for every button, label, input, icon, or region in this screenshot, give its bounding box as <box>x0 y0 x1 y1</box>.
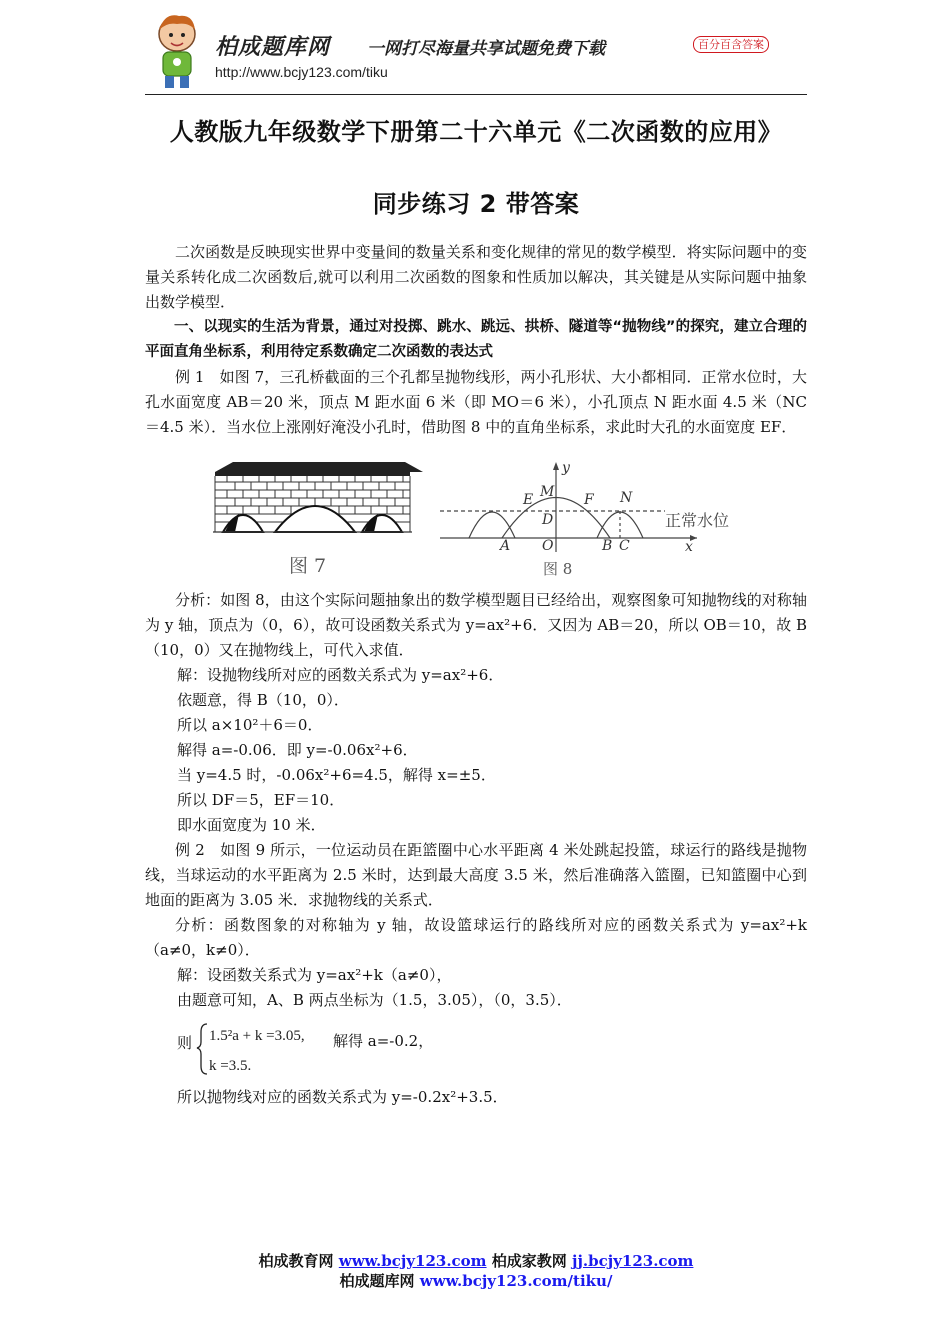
example1-step: 当 y=4.5 时，-0.06x²+6=4.5，解得 x=±5． <box>177 766 496 784</box>
axis-label-x: x <box>685 539 693 555</box>
footer-link[interactable]: www.bcjy123.com/tiku/ <box>419 1272 613 1290</box>
figure-7-caption: 图 7 <box>289 555 327 577</box>
point-label-B: B <box>602 538 613 554</box>
page-header <box>145 8 807 94</box>
example1-step: 解得 a=-0.06．即 y=-0.06x²+6． <box>177 741 418 759</box>
example1-step: 即水面宽度为 10 米． <box>177 816 326 834</box>
equation-2: k =3.5. <box>209 1058 252 1074</box>
point-label-M: M <box>540 484 555 500</box>
example2-step: 解：设函数关系式为 y=ax²+k（a≠0）， <box>177 966 452 984</box>
site-url[interactable]: http://www.bcjy123.com/tiku <box>215 64 388 80</box>
axis-label-y: y <box>562 460 570 476</box>
figure-8-caption: 图 8 <box>543 560 573 578</box>
water-level-label: 正常水位 <box>665 511 730 530</box>
point-label-E: E <box>523 492 534 508</box>
point-label-O: O <box>542 538 554 554</box>
header-divider <box>145 94 807 95</box>
equation-1: 1.5²a + k =3.05, <box>209 1028 305 1044</box>
footer-link[interactable]: jj.bcjy123.com <box>572 1252 694 1270</box>
brace-icon <box>197 1024 207 1074</box>
intro-paragraph: 二次函数是反映现实世界中变量间的数量关系和变化规律的常见的数学模型．将实际问题中的变量关系转化成二次函数后,就可以利用二次函数的图象和性质加以解决，其关键是从实际问题中抽象出数学模型． <box>145 243 807 311</box>
example1-step: 所以 DF＝5，EF＝10． <box>177 791 345 809</box>
figure-7-bridge <box>213 462 423 532</box>
example2-conclusion: 所以抛物线对应的函数关系式为 y=-0.2x²+3.5． <box>177 1088 508 1106</box>
footer-label: 柏成题库网 <box>339 1272 415 1290</box>
example2-analysis: 分析：函数图象的对称轴为 y 轴，故设篮球运行的路线所对应的函数关系式为 y=ax²+k（a≠0，k≠0）． <box>145 916 807 959</box>
point-label-N: N <box>620 490 633 506</box>
solve-result: 解得 a=-0.2， <box>333 1032 434 1050</box>
site-slogan: 一网打尽海量共享试题免费下载 <box>367 39 605 59</box>
answer-badge: 百分百含答案 <box>693 36 769 53</box>
mascot-logo-icon <box>145 8 209 92</box>
example1-text: 例 1 如图 7，三孔桥截面的三个孔都呈抛物线形，两小孔形状、大小都相同．正常水位时，大孔水面宽度 AB＝20 米，顶点 M 距水面 6 米（即 MO＝6 米），小孔顶点 N 距水面 4.5 米（NC＝4.5 米）．当水位上涨刚好淹没小孔时，借助图 8 中的直角坐标系，求此时大孔的水面宽度 EF． <box>145 368 807 436</box>
example1-analysis: 分析：如图 8，由这个实际问题抽象出的数学模型题目已经给出，观察图象可知抛物线的对称轴为 y 轴，顶点为（0，6），故可设函数关系式为 y=ax²+6．又因为 AB＝20，所以 OB＝10，故 B（10，0）又在抛物线上，可代入求值． <box>145 591 807 659</box>
figures-7-8 <box>205 458 750 582</box>
example2-text: 例 2 如图 9 所示，一位运动员在距篮圈中心水平距离 4 米处跳起投篮，球运行的路线是抛物线，当球运动的水平距离为 2.5 米时，达到最大高度 3.5 米，然后准确落入篮圈，已知篮圈中心到地面的距离为 3.05 米．求抛物线的关系式． <box>145 841 807 909</box>
footer-label: 柏成教育网 <box>258 1252 334 1270</box>
footer-line-1 <box>145 1250 807 1271</box>
example1-step: 所以 a×10²＋6＝0． <box>177 716 323 734</box>
point-label-D: D <box>542 512 554 528</box>
example1-step: 依题意，得 B（10，0）． <box>177 691 349 709</box>
point-label-F: F <box>584 492 594 508</box>
point-label-A: A <box>500 538 511 554</box>
footer-link[interactable]: www.bcjy123.com <box>338 1252 487 1270</box>
page-title: 人教版九年级数学下册第二十六单元《二次函数的应用》 <box>169 118 783 146</box>
footer-line-2 <box>145 1270 807 1291</box>
equation-system <box>177 1018 477 1078</box>
section-heading: 一、以现实的生活为背景，通过对投掷、跳水、跳远、拱桥、隧道等“抛物线”的探究，建立合理的平面直角坐标系，利用待定系数确定二次函数的表达式 <box>145 319 807 360</box>
example2-step: 由题意可知，A、B 两点坐标为（1.5，3.05），（0，3.5）． <box>177 991 572 1009</box>
page-subtitle: 同步练习 2 带答案 <box>372 190 580 218</box>
footer-label: 柏成家教网 <box>491 1252 567 1270</box>
point-label-C: C <box>619 538 630 554</box>
site-name: 柏成题库网 <box>215 35 331 60</box>
example1-step: 解：设抛物线所对应的函数关系式为 y=ax²+6． <box>177 666 504 684</box>
then-label: 则 <box>177 1034 193 1052</box>
